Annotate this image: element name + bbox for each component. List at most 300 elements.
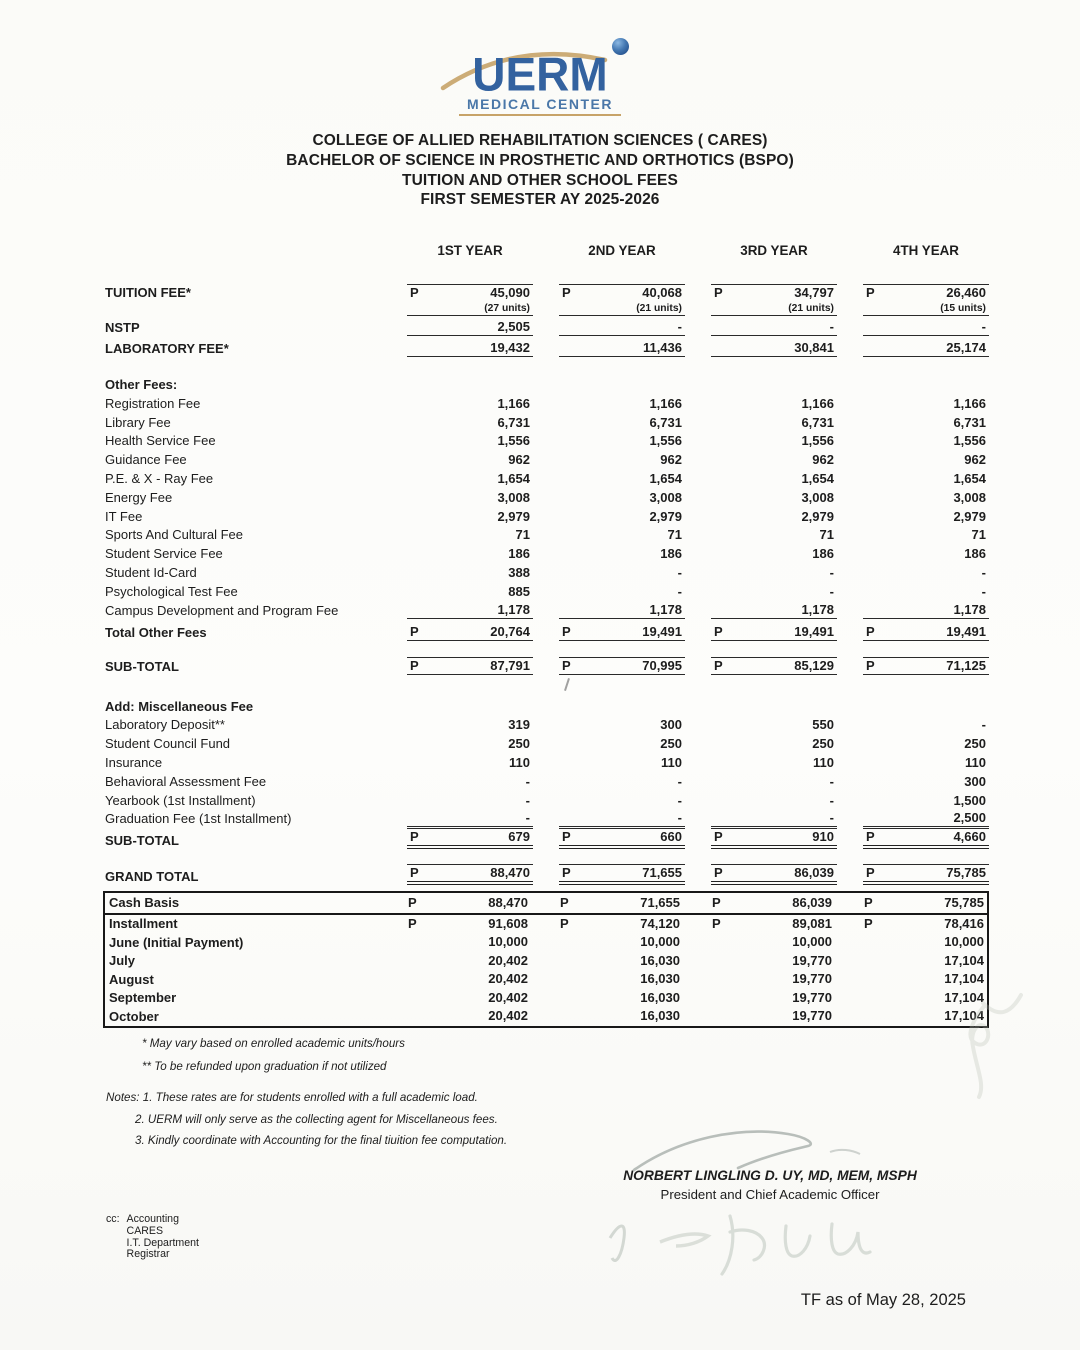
fee-value: 19,770: [792, 952, 832, 968]
value-cell: [711, 509, 837, 525]
fee-value: 250: [812, 736, 834, 752]
fee-value: 20,402: [488, 952, 528, 968]
fee-value: 110: [813, 754, 834, 770]
value-cell: [559, 396, 685, 412]
fee-value: 1,556: [649, 433, 682, 449]
fee-value: 19,491: [642, 623, 682, 639]
value-cell: [863, 602, 989, 619]
row-label: Sports And Cultural Fee: [105, 527, 244, 543]
fee-value: 1,654: [801, 470, 834, 486]
value-cell: [863, 657, 989, 675]
fee-value: -: [829, 319, 834, 334]
fee-value: 70,995: [642, 657, 682, 673]
cc-label: cc:: [106, 1213, 120, 1225]
peso-sign: P: [866, 865, 875, 881]
peso-sign: P: [714, 623, 723, 639]
value-cell: [407, 490, 533, 506]
fee-value: 110: [509, 754, 530, 770]
value-cell: [863, 793, 989, 809]
fee-value: 25,174: [946, 340, 986, 355]
table-row: [105, 278, 989, 301]
fee-value: 87,791: [490, 657, 530, 673]
fee-value: -: [525, 810, 530, 826]
fee-value: 19,770: [792, 971, 832, 987]
fee-value: 962: [508, 452, 530, 468]
table-row: [105, 715, 989, 734]
table-row: [105, 952, 987, 971]
value-cell: [711, 565, 837, 581]
value-cell: [711, 736, 837, 752]
fee-value: 34,797: [794, 285, 834, 300]
value-cell: [863, 396, 989, 412]
fee-value: 1,178: [953, 601, 986, 617]
table-row: [105, 525, 989, 544]
uerm-logo: [0, 40, 1080, 116]
value-cell: [711, 828, 837, 849]
fee-value: 1,178: [649, 601, 682, 617]
row-label: Installment: [109, 916, 178, 932]
table-row: [105, 695, 989, 715]
value-cell: [863, 509, 989, 525]
value-cell: [863, 490, 989, 506]
fee-value: 388: [508, 564, 530, 580]
fee-value: 78,416: [944, 915, 984, 931]
fee-value: 20,402: [488, 1008, 528, 1024]
peso-sign: P: [864, 894, 873, 910]
fee-value: 110: [965, 754, 986, 770]
value-cell: [711, 864, 837, 885]
logo-subtitle: MEDICAL CENTER: [467, 96, 613, 112]
fee-value: 2,500: [953, 810, 986, 826]
peso-sign: P: [712, 915, 721, 931]
fee-value: 19,491: [794, 623, 834, 639]
fee-value: -: [829, 773, 834, 789]
table-row: [105, 989, 987, 1008]
value-cell: [559, 433, 685, 449]
value-cell: [711, 657, 837, 675]
fee-value: (27 units): [484, 303, 530, 314]
peso-sign: P: [714, 829, 723, 845]
table-row: [105, 336, 989, 357]
signature-block: [560, 1168, 980, 1202]
row-label: GRAND TOTAL: [105, 869, 199, 885]
row-label: Registration Fee: [105, 395, 201, 411]
fee-value: 2,505: [497, 319, 530, 334]
table-row: [105, 506, 989, 525]
fee-value: 17,104: [944, 1008, 984, 1024]
fee-value: 250: [660, 736, 682, 752]
fee-value: 19,432: [490, 340, 530, 355]
fee-value: 16,030: [640, 989, 680, 1005]
fee-value: 91,608: [488, 915, 528, 931]
fee-value: 1,654: [953, 470, 986, 486]
value-cell: [407, 319, 533, 336]
value-cell: [407, 509, 533, 525]
value-cell: [711, 471, 837, 487]
note-line-1: [106, 1087, 507, 1109]
value-cell: [557, 1008, 683, 1024]
peso-sign: P: [714, 865, 723, 881]
row-label: Graduation Fee (1st Installment): [105, 811, 292, 827]
value-cell: [559, 340, 685, 357]
fee-value: 75,785: [946, 865, 986, 881]
fee-value: 20,402: [488, 989, 528, 1005]
value-cell: [861, 916, 987, 932]
fee-value: 20,764: [490, 623, 530, 639]
row-label: Yearbook (1st Installment): [105, 792, 256, 808]
value-cell: [407, 717, 533, 733]
value-cell: [709, 895, 835, 911]
value-cell: [711, 546, 837, 562]
value-cell: [863, 717, 989, 733]
value-cell: [407, 828, 533, 849]
row-label: P.E. & X - Ray Fee: [105, 470, 214, 486]
peso-sign: P: [562, 865, 571, 881]
fee-value: 300: [964, 773, 986, 789]
value-cell: [863, 284, 989, 301]
fee-value: 3,008: [497, 489, 530, 505]
peso-sign: P: [408, 894, 417, 910]
table-gap: [105, 641, 989, 653]
value-cell: [405, 916, 531, 932]
value-cell: [709, 1008, 835, 1024]
fee-value: 1,178: [801, 601, 834, 617]
value-cell: [559, 864, 685, 885]
value-cell: [407, 471, 533, 487]
fee-value: -: [677, 773, 682, 789]
fee-value: 11,436: [642, 340, 682, 355]
value-cell: [559, 793, 685, 809]
fee-value: 19,770: [792, 1008, 832, 1024]
fee-value: 962: [660, 452, 682, 468]
peso-sign: P: [410, 657, 419, 673]
fee-value: 186: [964, 546, 986, 562]
title-line-college: COLLEGE OF ALLIED REHABILITATION SCIENCES ( CARES): [312, 132, 768, 149]
row-label: Student Id-Card: [105, 564, 197, 580]
value-cell: [407, 602, 533, 619]
value-cell: [711, 452, 837, 468]
value-cell: [711, 527, 837, 543]
value-cell: [559, 284, 685, 301]
fee-value: 10,000: [792, 934, 832, 950]
value-cell: [711, 319, 837, 336]
value-cell: [407, 415, 533, 431]
fee-value: 2,979: [801, 508, 834, 524]
value-cell: [559, 717, 685, 733]
value-cell: [559, 303, 685, 316]
value-cell: [407, 303, 533, 316]
value-cell: [559, 546, 685, 562]
peso-sign: P: [562, 285, 571, 300]
value-cell: [407, 864, 533, 885]
value-cell: [559, 584, 685, 600]
table-row: [105, 1007, 987, 1026]
year-column-header: 4TH YEAR: [893, 243, 959, 258]
fee-value: 2,979: [953, 508, 986, 524]
fee-value: 71,655: [642, 865, 682, 881]
document-title-block: [0, 131, 1080, 210]
value-cell: [559, 527, 685, 543]
signature-stroke-icon: [620, 1124, 880, 1176]
value-cell: [863, 565, 989, 581]
fee-value: 17,104: [944, 952, 984, 968]
value-cell: [711, 624, 837, 641]
signature-flourish-icon: [580, 1208, 940, 1278]
table-gap: [105, 260, 989, 278]
value-cell: [407, 527, 533, 543]
fee-value: 186: [660, 546, 682, 562]
fee-value: 3,008: [801, 489, 834, 505]
value-cell: [863, 736, 989, 752]
note-item-2: 2. UERM will only serve as the collecting agent for Miscellaneous fees.: [135, 1112, 498, 1126]
value-cell: [407, 736, 533, 752]
table-row: [105, 468, 989, 487]
row-label: Other Fees:: [105, 377, 178, 392]
peso-sign: P: [714, 657, 723, 673]
signatory-name: NORBERT LINGLING D. UY, MD, MEM, MSPH: [623, 1168, 917, 1183]
value-cell: [407, 755, 533, 771]
fee-value: 89,081: [792, 915, 832, 931]
row-label: Health Service Fee: [105, 433, 216, 449]
fee-value: 319: [508, 717, 530, 733]
table-row: [105, 619, 989, 641]
footnote-refund: ** To be refunded upon graduation if not utilized: [142, 1060, 387, 1073]
value-cell: [863, 319, 989, 336]
fee-value: 3,008: [953, 489, 986, 505]
table-gap: [105, 849, 989, 861]
value-cell: [709, 953, 835, 969]
fee-value: 71,125: [946, 657, 986, 673]
table-row: [105, 653, 989, 675]
peso-sign: P: [410, 865, 419, 881]
value-cell: [863, 810, 989, 827]
value-cell: [863, 452, 989, 468]
value-cell: [711, 584, 837, 600]
cc-block: [106, 1214, 199, 1261]
value-cell: [559, 565, 685, 581]
fee-value: -: [677, 564, 682, 580]
peso-sign: P: [866, 623, 875, 639]
value-cell: [711, 415, 837, 431]
fee-value: 1,166: [801, 395, 834, 411]
peso-sign: P: [408, 915, 417, 931]
fee-value: 3,008: [649, 489, 682, 505]
fee-value: 16,030: [640, 971, 680, 987]
value-cell: [557, 971, 683, 987]
value-cell: [863, 624, 989, 641]
table-row: [105, 600, 989, 619]
row-label: Guidance Fee: [105, 452, 187, 468]
value-cell: [711, 303, 837, 316]
peso-sign: P: [560, 894, 569, 910]
row-label: August: [109, 971, 154, 987]
fee-value: (21 units): [788, 303, 834, 314]
row-label: [105, 315, 381, 316]
tf-date-note: TF as of May 28, 2025: [800, 1291, 966, 1309]
fee-value: 1,166: [497, 395, 530, 411]
fee-value: -: [525, 792, 530, 808]
fee-value: 74,120: [640, 915, 680, 931]
peso-sign: P: [410, 623, 419, 639]
value-cell: [559, 415, 685, 431]
peso-sign: P: [866, 657, 875, 673]
year-column-header: 1ST YEAR: [437, 243, 503, 258]
logo-gold-rule: [459, 114, 621, 116]
fee-value: 962: [812, 452, 834, 468]
value-cell: [559, 471, 685, 487]
fee-value: 1,556: [953, 433, 986, 449]
fee-value: (21 units): [636, 303, 682, 314]
fee-value: 110: [661, 754, 682, 770]
row-label: Campus Development and Program Fee: [105, 602, 339, 618]
fee-value: 71: [971, 527, 986, 543]
peso-sign: P: [562, 829, 571, 845]
fee-value: 910: [812, 829, 834, 845]
fee-value: -: [981, 319, 986, 334]
fee-value: 17,104: [944, 989, 984, 1005]
value-cell: [559, 490, 685, 506]
footnote-units: * May vary based on enrolled academic units/hours: [142, 1037, 405, 1050]
fee-value: 17,104: [944, 971, 984, 987]
peso-sign: P: [864, 915, 873, 931]
row-label: Energy Fee: [105, 489, 173, 505]
cc-items: [127, 1214, 199, 1261]
year-column-header: 3RD YEAR: [740, 243, 808, 258]
peso-sign: P: [866, 829, 875, 845]
row-label: Library Fee: [105, 414, 171, 430]
footnotes: [142, 1032, 405, 1078]
fee-value: -: [829, 792, 834, 808]
table-row: [105, 412, 989, 431]
year-column-header: 2ND YEAR: [588, 243, 656, 258]
fee-value: 250: [964, 736, 986, 752]
value-cell: [405, 953, 531, 969]
value-cell: [407, 452, 533, 468]
value-cell: [407, 284, 533, 301]
cc-item: Accounting: [126, 1213, 179, 1225]
fee-value: 186: [508, 546, 530, 562]
fee-value: 26,460: [946, 285, 986, 300]
value-cell: [559, 657, 685, 675]
value-cell: [863, 828, 989, 849]
notes-block: [106, 1087, 507, 1152]
row-label: Cash Basis: [109, 895, 180, 911]
value-cell: [709, 971, 835, 987]
value-cell: [863, 433, 989, 449]
row-label: Student Service Fee: [105, 546, 223, 562]
fee-value: -: [525, 773, 530, 789]
row-label: Psychological Test Fee: [105, 583, 238, 599]
table-row: [105, 861, 989, 885]
value-cell: [557, 990, 683, 1006]
table-row: [105, 449, 989, 468]
peso-sign: P: [560, 915, 569, 931]
fee-value: 71: [667, 527, 682, 543]
row-label: Student Council Fund: [105, 736, 231, 752]
fee-value: 1,556: [497, 433, 530, 449]
value-cell: [709, 990, 835, 1006]
row-label: IT Fee: [105, 508, 143, 524]
fee-value: (15 units): [940, 303, 986, 314]
row-label: SUB-TOTAL: [105, 658, 179, 674]
fee-value: 1,654: [497, 470, 530, 486]
value-cell: [863, 774, 989, 790]
fee-value: -: [829, 810, 834, 826]
table-row: [105, 431, 989, 450]
fee-value: 86,039: [792, 894, 832, 910]
value-cell: [407, 657, 533, 675]
value-cell: [559, 755, 685, 771]
logo-wordmark: UERM: [472, 47, 608, 101]
value-cell: [709, 916, 835, 932]
value-cell: [711, 810, 837, 827]
row-label: TUITION FEE*: [105, 285, 191, 300]
value-cell: [559, 774, 685, 790]
fee-value: 75,785: [944, 894, 984, 910]
fee-value: 19,491: [946, 623, 986, 639]
fee-value: 1,654: [649, 470, 682, 486]
value-cell: [863, 415, 989, 431]
signatory-title: President and Chief Academic Officer: [660, 1187, 880, 1202]
value-cell: [407, 340, 533, 357]
fee-value: 30,841: [794, 340, 834, 355]
peso-sign: P: [714, 285, 723, 300]
table-row: [105, 301, 989, 316]
value-cell: [407, 793, 533, 809]
table-row: [105, 827, 989, 849]
value-cell: [863, 527, 989, 543]
row-label: Insurance: [105, 754, 163, 770]
fee-value: -: [829, 564, 834, 580]
value-cell: [863, 303, 989, 316]
fee-value: 679: [508, 829, 530, 845]
row-label: Behavioral Assessment Fee: [105, 773, 267, 789]
table-row: [105, 970, 987, 989]
column-header-row: [105, 238, 989, 260]
row-label: Laboratory Deposit**: [105, 717, 225, 733]
value-cell: [559, 828, 685, 849]
value-cell: [711, 793, 837, 809]
note-item-1: 1. These rates are for students enrolled with a full academic load.: [142, 1091, 478, 1104]
fee-value: 250: [508, 736, 530, 752]
table-row: [105, 543, 989, 562]
table-row: [105, 752, 989, 771]
value-cell: [405, 971, 531, 987]
value-cell: [863, 584, 989, 600]
value-cell: [407, 546, 533, 562]
value-cell: [863, 864, 989, 885]
fee-value: 71: [819, 527, 834, 543]
fee-value: 71: [515, 527, 530, 543]
fee-table: [105, 238, 989, 885]
fee-value: 10,000: [944, 934, 984, 950]
fee-value: 2,979: [649, 508, 682, 524]
fee-value: 186: [812, 546, 834, 562]
table-row: [105, 393, 989, 412]
value-cell: [711, 433, 837, 449]
fee-value: 300: [660, 717, 682, 733]
value-cell: [557, 916, 683, 932]
value-cell: [559, 452, 685, 468]
value-cell: [559, 624, 685, 641]
notes-label: Notes:: [106, 1091, 140, 1104]
cc-item: Registrar: [126, 1248, 170, 1261]
value-cell: [405, 990, 531, 1006]
fee-value: -: [981, 583, 986, 599]
peso-sign: P: [712, 894, 721, 910]
value-cell: [405, 1008, 531, 1024]
title-line-semester: FIRST SEMESTER AY 2025-2026: [420, 191, 660, 209]
